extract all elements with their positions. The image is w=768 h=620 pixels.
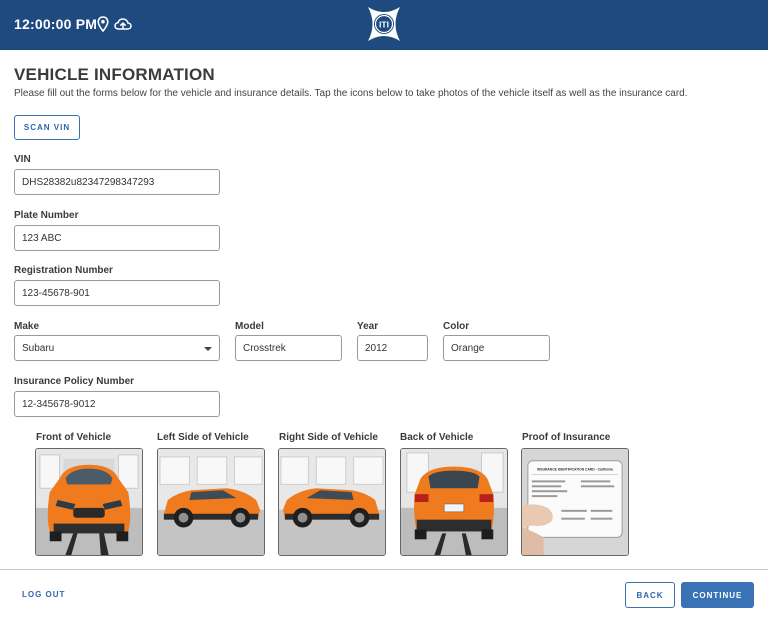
vin-label: VIN [14, 154, 31, 165]
make-value: Subaru [22, 342, 55, 354]
continue-button[interactable]: CONTINUE [681, 582, 754, 608]
photo-label-right: Right Side of Vehicle [279, 432, 378, 443]
color-field[interactable] [443, 335, 550, 361]
make-label: Make [14, 321, 40, 332]
registration-number-label: Registration Number [14, 265, 113, 276]
insurance-policy-label: Insurance Policy Number [14, 376, 135, 387]
photo-back-of-vehicle[interactable] [400, 448, 508, 556]
plate-number-field[interactable] [14, 225, 220, 251]
plate-number-value: 123 ABC [22, 232, 62, 244]
insurance-policy-field[interactable] [14, 391, 220, 417]
model-label: Model [235, 321, 264, 332]
clock: 12:00:00 PM [14, 16, 98, 32]
year-value: 2012 [365, 342, 388, 354]
color-value: Orange [451, 342, 485, 354]
back-button[interactable]: BACK [625, 582, 675, 608]
iti-logo [364, 4, 404, 44]
vin-field[interactable] [14, 169, 220, 195]
cloud-upload-icon[interactable] [114, 16, 132, 32]
plate-number-label: Plate Number [14, 210, 79, 221]
scan-vin-button[interactable]: SCAN VIN [14, 115, 80, 140]
color-label: Color [443, 321, 470, 332]
map-pin-icon [97, 16, 109, 32]
photo-left-side-of-vehicle[interactable] [157, 448, 265, 556]
photo-label-front: Front of Vehicle [36, 432, 112, 443]
insurance-card-title: INSURANCE IDENTIFICATION CARD - California [537, 467, 613, 472]
page-instructions: Please fill out the forms below for the vehicle and insurance details. Tap the icons below to take photos of the vehicle itself as well as the insurance card. [14, 88, 688, 99]
year-field[interactable] [357, 335, 428, 361]
vin-value: DHS28382u82347298347293 [22, 176, 155, 188]
model-field[interactable] [235, 335, 342, 361]
top-bar [0, 0, 768, 50]
registration-number-value: 123-45678-901 [22, 287, 90, 299]
photo-label-insurance: Proof of Insurance [522, 432, 611, 443]
log-out-button[interactable]: LOG OUT [22, 590, 66, 599]
insurance-policy-value: 12-345678-9012 [22, 398, 96, 410]
logo-text: ITI [379, 19, 389, 30]
model-value: Crosstrek [243, 342, 286, 354]
photo-label-back: Back of Vehicle [400, 432, 474, 443]
photo-label-left: Left Side of Vehicle [157, 432, 249, 443]
registration-number-field[interactable] [14, 280, 220, 306]
make-select[interactable] [14, 335, 220, 361]
chevron-down-icon [204, 347, 212, 351]
year-label: Year [357, 321, 379, 332]
footer-divider [0, 569, 768, 570]
photo-right-side-of-vehicle[interactable] [278, 448, 386, 556]
page-title: VEHICLE INFORMATION [14, 65, 215, 84]
photo-proof-of-insurance[interactable] [521, 448, 629, 556]
photo-front-of-vehicle[interactable] [35, 448, 143, 556]
